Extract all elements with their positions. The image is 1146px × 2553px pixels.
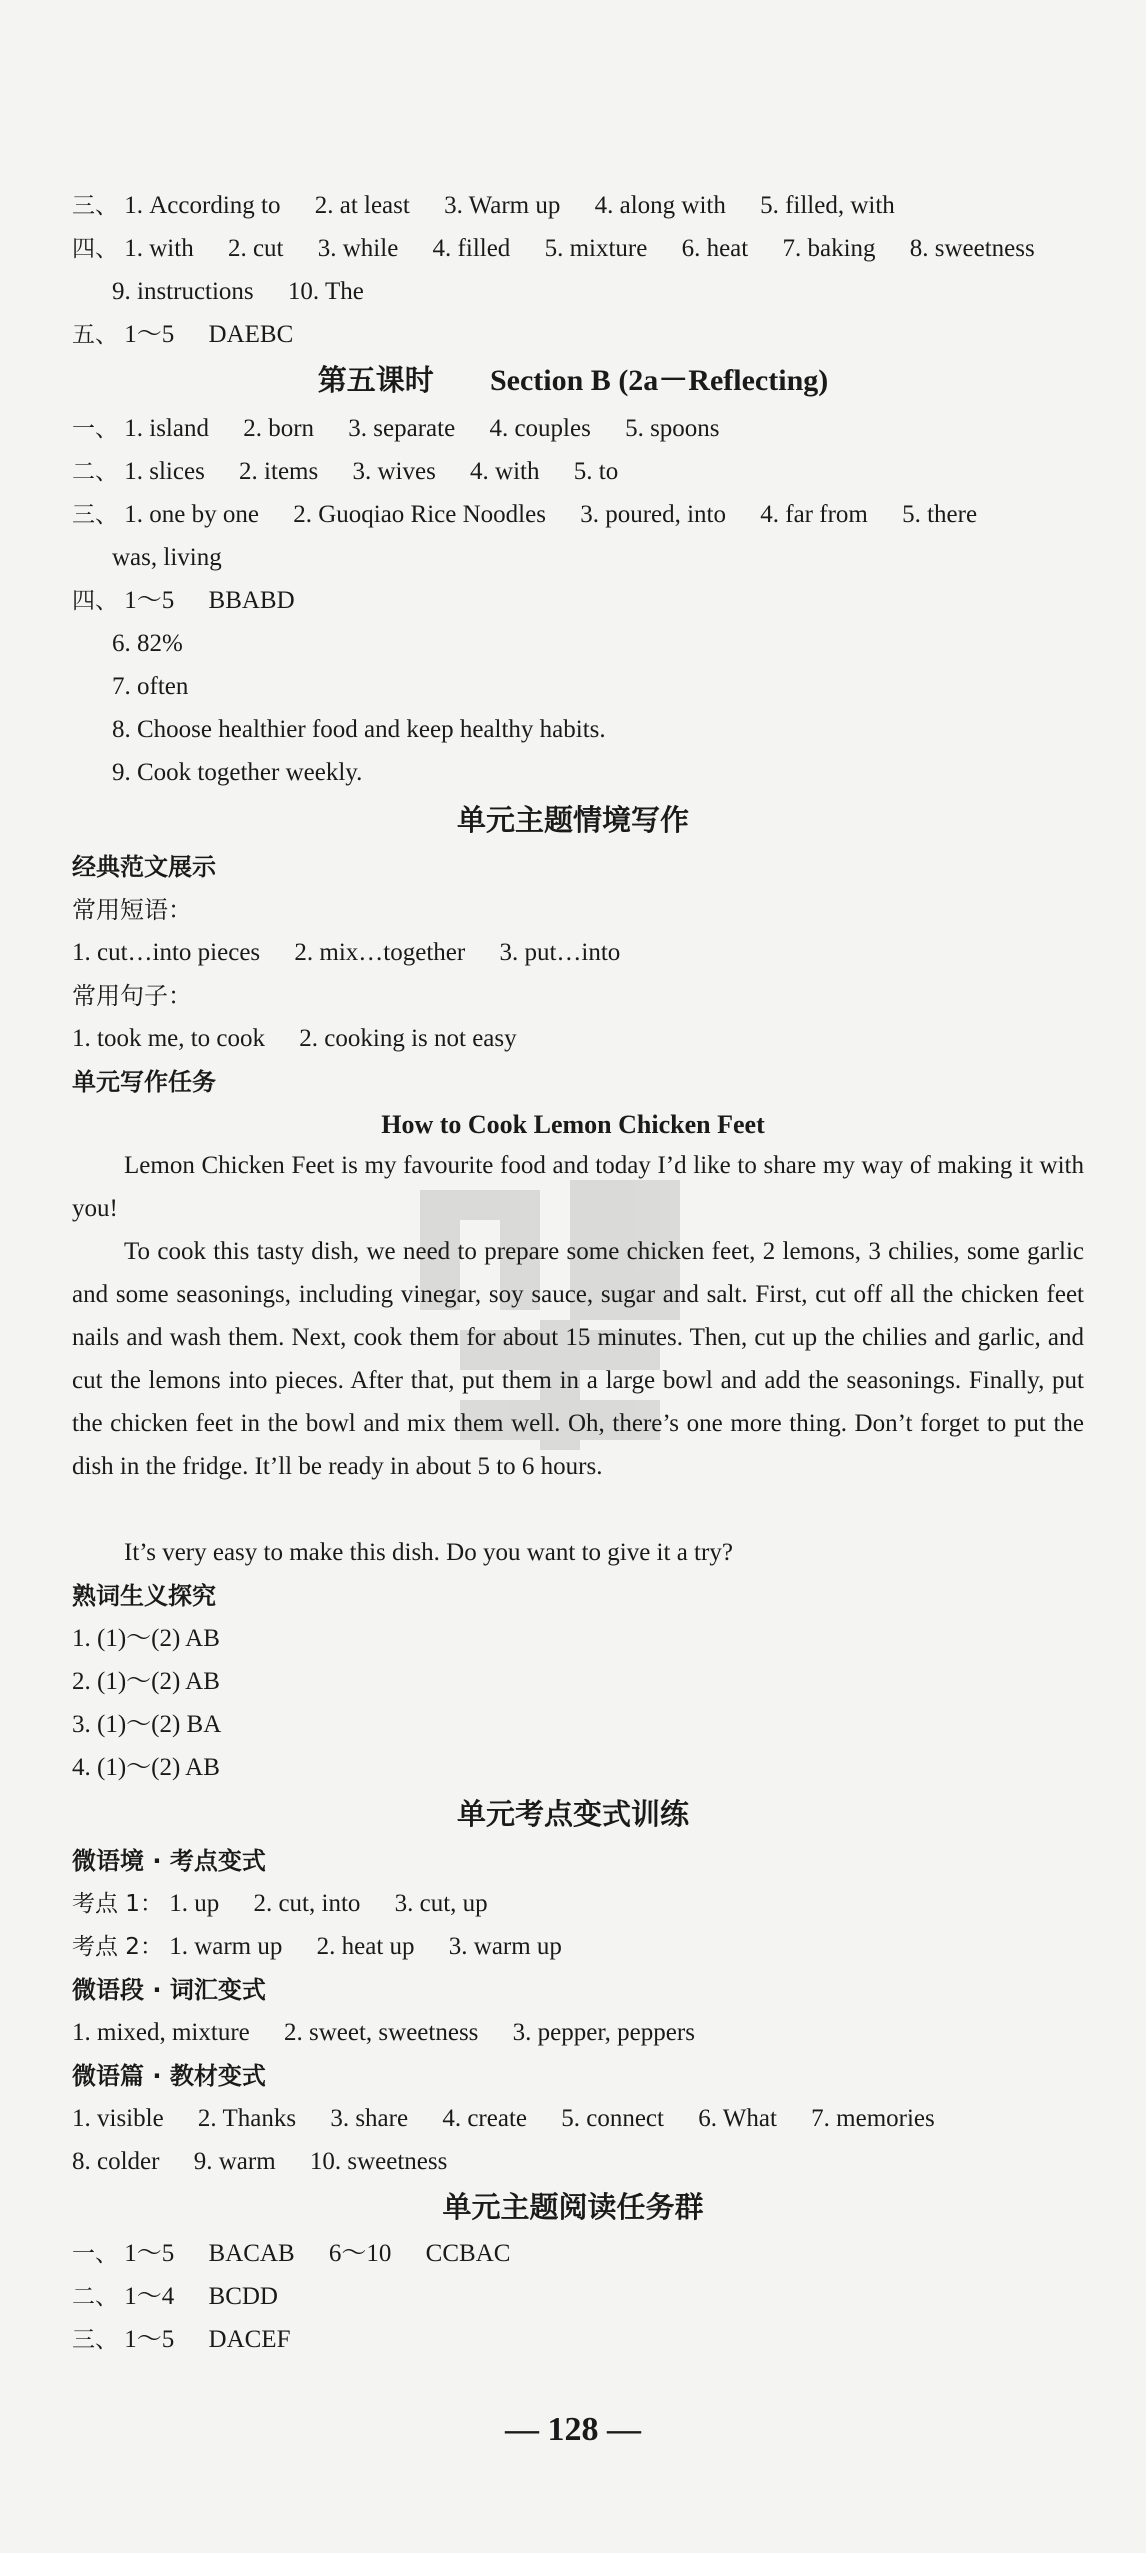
answer-line-si: 四、 1. with 2. cut 3. while 4. filled 5. mixture 6. heat 7. baking 8. sweetness <box>72 235 1035 262</box>
page-number: — 128 — <box>505 2411 641 2448</box>
keypoint-1-line: 考点 1： 1. up 2. cut, into 3. cut, up <box>72 1890 488 1917</box>
essay-paragraph-1: Lemon Chicken Feet is my favourite food and today I’d like to share my way of making it with you! <box>72 1152 1084 1222</box>
text-line-2: 8. colder 9. warm 10. sweetness <box>72 2148 448 2175</box>
essay-title: How to Cook Lemon Chicken Feet <box>381 1110 765 1139</box>
text-line-1: 1. visible 2. Thanks 3. share 4. create 5. connect 6. What 7. memories <box>72 2105 935 2132</box>
answer-line-wu: 五、 1～5 DAEBC <box>72 321 294 348</box>
keypoint-2-line: 考点 2： 1. warm up 2. heat up 3. warm up <box>72 1933 562 1960</box>
lesson-answer-7: 7. often <box>112 673 189 700</box>
lesson-line-er: 二、 1. slices 2. items 3. wives 4. with 5. to <box>72 458 619 485</box>
lesson-line-san-cont: was, living <box>112 544 222 571</box>
essay-paragraph-2: To cook this tasty dish, we need to prepare some chicken feet, 2 lemons, 3 chilies, some garlic and some seasonings, including vinegar, soy sauce, sugar and salt. First, cut off all the chicken feet nails and wash them. Next, cook them for about 15 minutes. Then, cut up the chilies and garlic, and cut the lemons into pieces. After that, put them in a large bowl and add the seasonings. Finally, put the chicken feet in the bowl and mix them well. Oh, there’s one more thing. Don’t forget to put the dish in the fridge. It’ll be ready in about 5 to 6 hours. <box>72 1238 1084 1480</box>
training-sub-text: 微语篇 · 教材变式 <box>72 2062 266 2090</box>
reading-line-yi: 一、 1～5 BACAB 6～10 CCBAC <box>72 2240 511 2267</box>
lesson-answer-6: 6. 82% <box>112 630 183 657</box>
answer-line-san: 三、 1. According to 2. at least 3. Warm up 4. along with 5. filled, with <box>72 192 895 219</box>
reading-line-er: 二、 1～4 BCDD <box>72 2283 278 2310</box>
training-heading: 单元考点变式训练 <box>456 1797 689 1831</box>
sentences-line: 1. took me, to cook 2. cooking is not easy <box>72 1025 517 1052</box>
explore-item-4: 4. (1)～(2) AB <box>72 1754 220 1781</box>
writing-task-label: 单元写作任务 <box>72 1068 216 1096</box>
phrases-line: 1. cut…into pieces 2. mix…together 3. put…into <box>72 939 621 966</box>
lesson-line-san: 三、 1. one by one 2. Guoqiao Rice Noodles 3. poured, into 4. far from 5. there <box>72 501 978 528</box>
writing-heading: 单元主题情境写作 <box>456 803 689 837</box>
lesson-line-si: 四、 1～5 BBABD <box>72 587 295 614</box>
explore-label: 熟词生义探究 <box>72 1582 216 1610</box>
sentences-label: 常用句子： <box>72 982 192 1010</box>
answer-line-si-cont: 9. instructions 10. The <box>112 278 364 305</box>
explore-item-3: 3. (1)～(2) BA <box>72 1711 222 1738</box>
reading-heading: 单元主题阅读任务群 <box>442 2190 704 2224</box>
training-sub-vocab: 微语段 · 词汇变式 <box>72 1976 266 2004</box>
vocab-line: 1. mixed, mixture 2. sweet, sweetness 3. pepper, peppers <box>72 2019 695 2046</box>
training-sub-context: 微语境 · 考点变式 <box>72 1847 266 1875</box>
lesson-answer-9: 9. Cook together weekly. <box>112 759 363 786</box>
explore-item-2: 2. (1)～(2) AB <box>72 1668 220 1695</box>
writing-sub-model: 经典范文展示 <box>72 853 216 881</box>
lesson-answer-8: 8. Choose healthier food and keep healthy habits. <box>112 716 606 743</box>
phrases-label: 常用短语： <box>72 896 192 924</box>
essay-paragraph-3: It’s very easy to make this dish. Do you want to give it a try? <box>124 1539 733 1566</box>
lesson-heading: 第五课时 Section B (2a－Reflecting) <box>317 363 829 397</box>
explore-item-1: 1. (1)～(2) AB <box>72 1625 220 1652</box>
reading-line-san: 三、 1～5 DACEF <box>72 2326 291 2353</box>
lesson-line-yi: 一、 1. island 2. born 3. separate 4. couples 5. spoons <box>72 415 720 442</box>
